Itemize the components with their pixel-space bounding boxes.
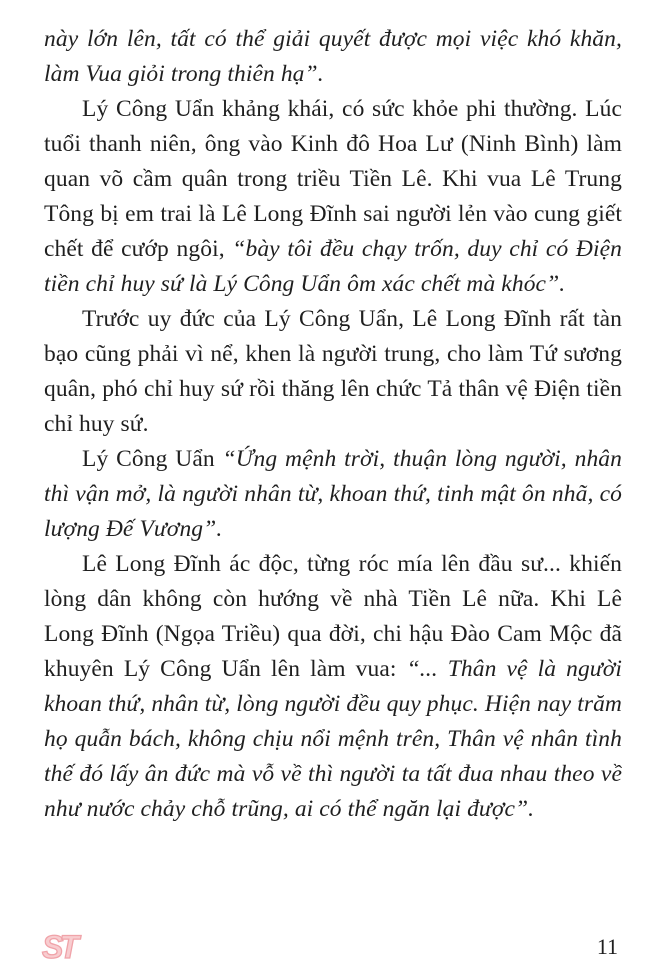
paragraph [44, 442, 622, 547]
text-segment: Lý Công Uẩn khảng khái, có sức khỏe phi thường. Lúc tuổi thanh niên, ông vào Kinh đô Hoa Lư (Ninh Bình) làm quan võ cầm quân trong triều Tiền Lê. Khi vua Lê Trung Tông bị em trai là Lê Long Đĩnh sai người lẻn vào cung giết chết để cướp ngôi, [44, 96, 622, 262]
text-segment: Lý Công Uẩn [82, 446, 223, 472]
paragraph [44, 302, 622, 442]
body-text [44, 22, 622, 827]
text-segment: “Ứng mệnh trời, thuận lòng người, nhân thì vận mở, là người nhân từ, khoan thứ, tinh mật ôn nhã, có lượng Đế Vương”. [44, 446, 622, 542]
page-number: 11 [596, 934, 618, 959]
text-segment: này lớn lên, tất có thể giải quyết được mọi việc khó khăn, làm Vua giỏi trong thiên hạ”. [44, 26, 622, 87]
publisher-logo: ST [42, 929, 75, 965]
text-segment: Lê Long Đĩnh ác độc, từng róc mía lên đầu sư... khiến lòng dân không còn hướng về nhà Tiền Lê nữa. Khi Lê Long Đĩnh (Ngọa Triều) qua đời, chi hậu Đào Cam Mộc đã khuyên Lý Công Uẩn lên làm vua: [44, 551, 622, 682]
paragraph [44, 547, 622, 827]
text-segment: “... Thân vệ là người khoan thứ, nhân từ, lòng người đều quy phục. Hiện nay trăm họ quẫn bách, không chịu nổi mệnh trên, Thân vệ nhân tình thế đó lấy ân đức mà vỗ về thì người ta tất đua nhau theo về như nước chảy chỗ trũng, ai có thể ngăn lại được”. [44, 656, 622, 822]
text-segment: “bày tôi đều chạy trốn, duy chỉ có Điện tiền chỉ huy sứ là Lý Công Uẩn ôm xác chết mà khóc”. [44, 236, 622, 297]
text-segment: Trước uy đức của Lý Công Uẩn, Lê Long Đĩnh rất tàn bạo cũng phải vì nể, khen là người trung, cho làm Tứ sương quân, phó chỉ huy sứ rồi thăng lên chức Tả thân vệ Điện tiền chỉ huy sứ. [44, 306, 622, 437]
paragraph [44, 22, 622, 92]
paragraph [44, 92, 622, 302]
